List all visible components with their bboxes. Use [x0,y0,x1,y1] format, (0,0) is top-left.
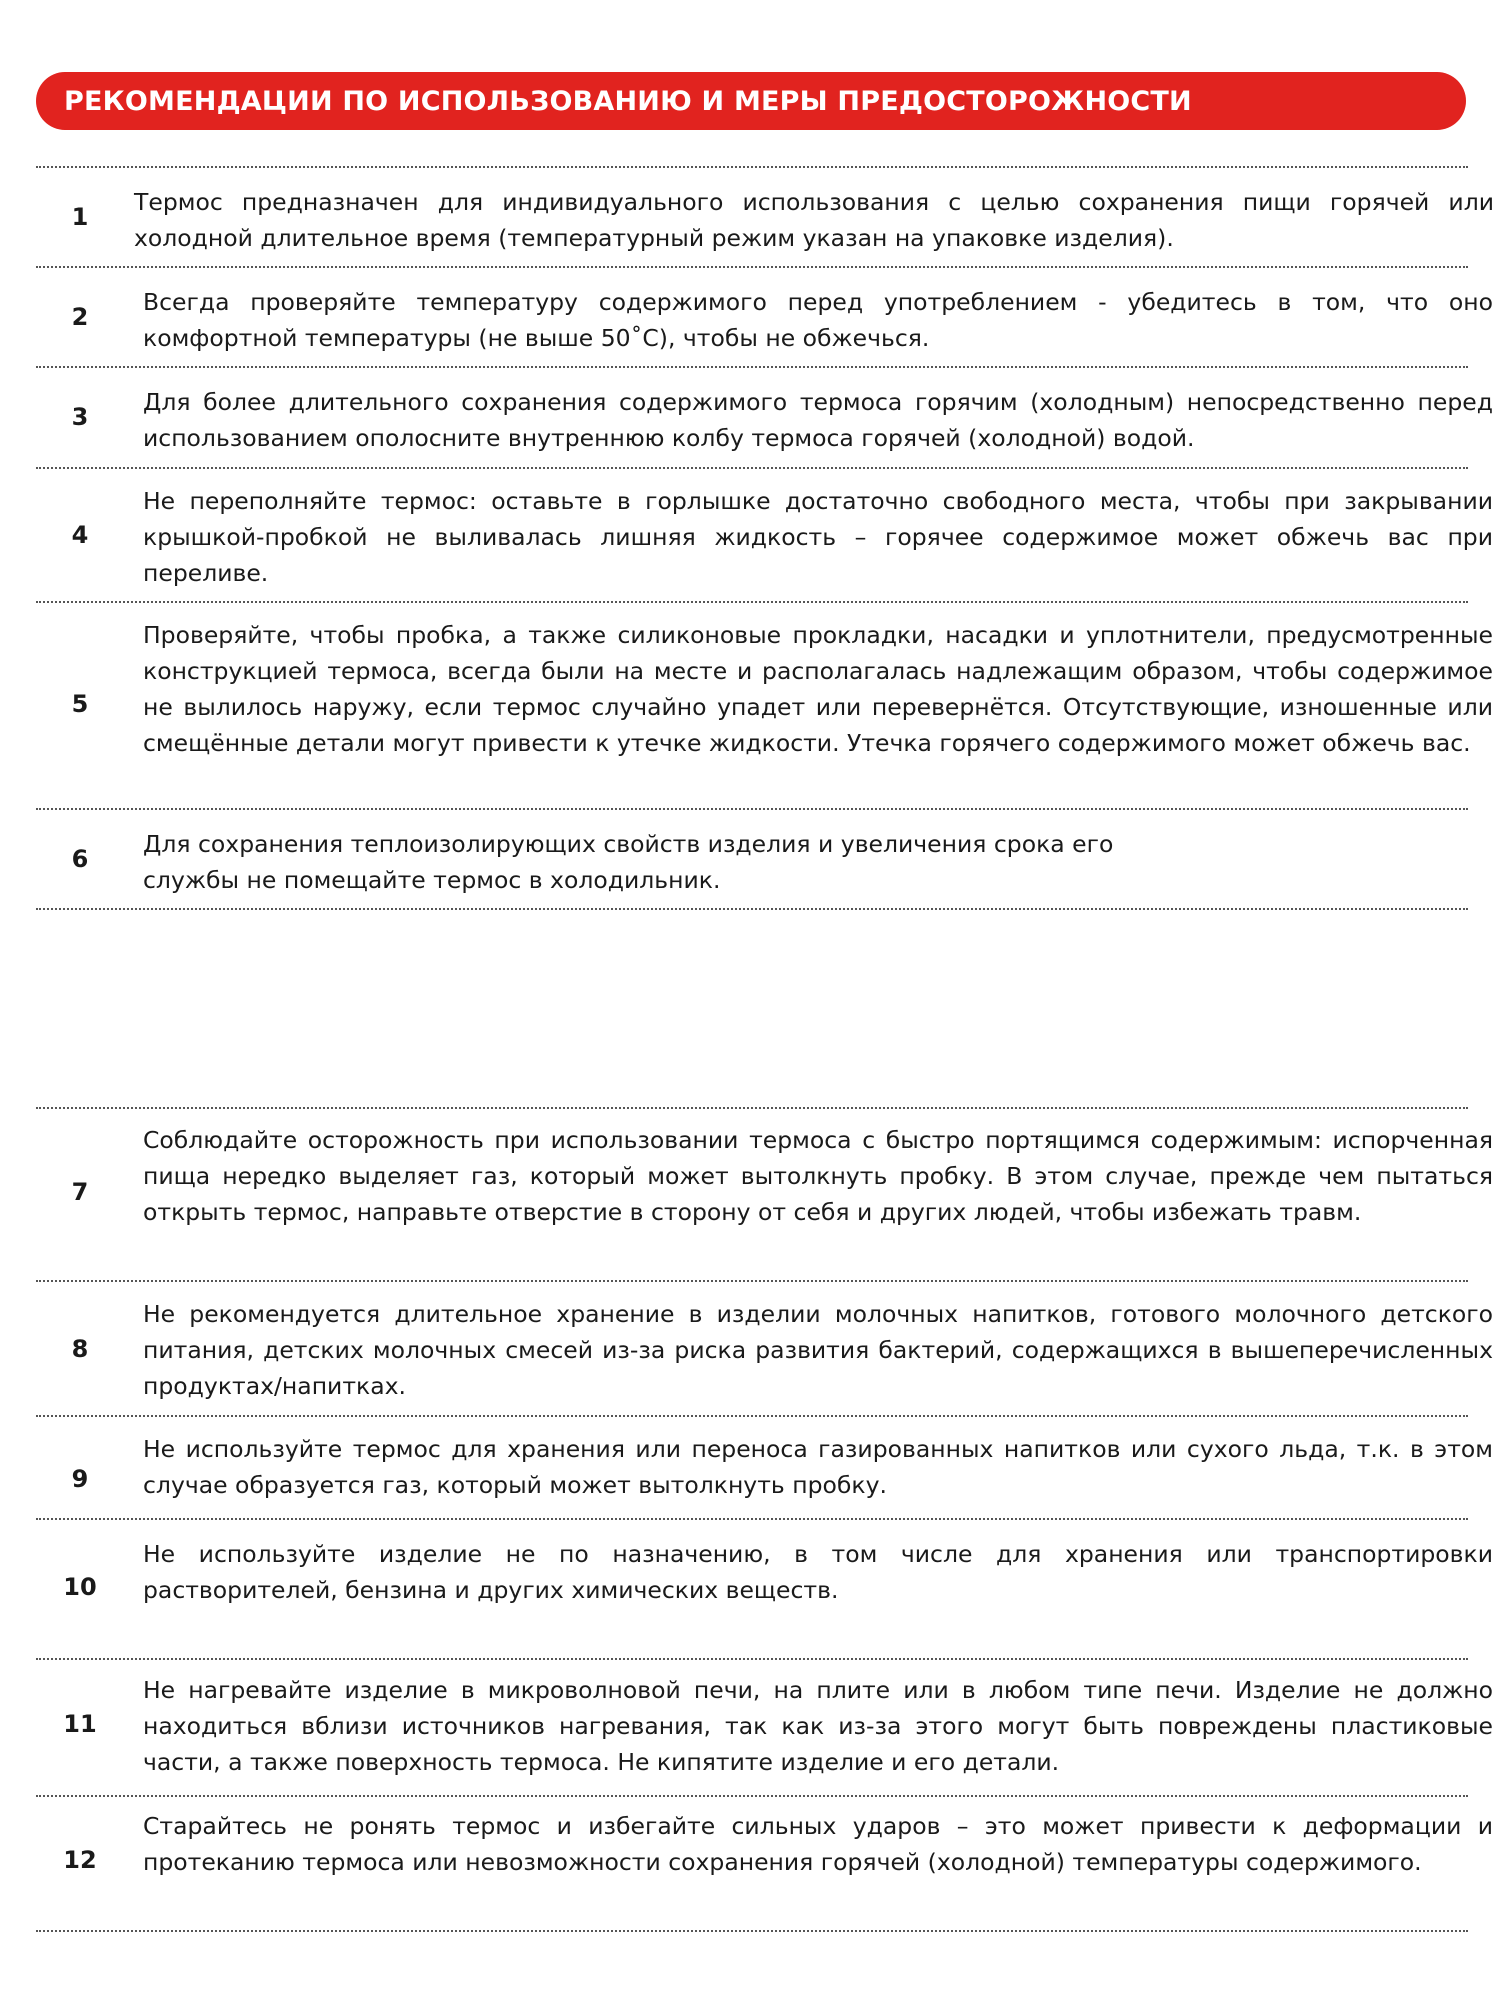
item-text: Проверяйте, чтобы пробка, а также силиконовые прокладки, насадки и уплотнители, предусмотренные конструкцией термоса, всегда были на месте и располагалась надлежащим образом, чтобы содержимое не вылилось наружу, если термос случайно упадет или перевернётся. Отсутствующие, изношенные или смещённые детали могут привести к утечке жидкости. Утечка горячего содержимого может обжечь вас. [143,621,1493,757]
separator [36,1415,1468,1417]
separator [36,266,1468,268]
separator [36,1518,1468,1520]
separator [36,908,1468,910]
item-number: 2 [71,303,89,331]
item-number: 11 [63,1710,97,1738]
item-text: Не используйте термос для хранения или переноса газированных напитков или сухого льда, т.к. в этом случае образуется газ, который может вытолкнуть пробку. [143,1435,1493,1499]
separator [36,601,1468,603]
item-text: Не нагревайте изделие в микроволновой печи, на плите или в любом типе печи. Изделие не должно находиться вблизи источников нагревания, так как из-за этого могут быть повреждены пластиковые части, а также поверхность термоса. Не кипятите изделие и его детали. [143,1676,1493,1776]
item-number: 8 [71,1335,89,1363]
item-text: Для сохранения теплоизолирующих свойств изделия и увеличения срока его службы не помещайте термос в холодильник. [143,830,1114,894]
item-number: 6 [71,845,89,873]
separator [36,1658,1468,1660]
item-number: 5 [71,690,89,718]
item-text: Соблюдайте осторожность при использовании термоса с быстро портящимся содержимым: испорченная пища нередко выделяет газ, который может вытолкнуть пробку. В этом случае, прежде чем пытаться открыть термос, направьте отверстие в сторону от себя и других людей, чтобы избежать травм. [143,1126,1493,1226]
item-number: 4 [71,521,89,549]
item-text: Не рекомендуется длительное хранение в изделии молочных напитков, готового молочного детского питания, детских молочных смесей из-за риска развития бактерий, содержащихся в вышеперечисленных продуктах/напитках. [143,1300,1493,1400]
item-number: 7 [71,1178,89,1206]
item-text: Термос предназначен для индивидуального использования с целью сохранения пищи горячей или холодной длительное время (температурный режим указан на упаковке изделия). [134,188,1494,252]
separator [36,1280,1468,1282]
item-text: Всегда проверяйте температуру содержимого перед употреблением - убедитесь в том, что оно комфортной температуры (не выше 50˚С), чтобы не обжечься. [143,288,1493,352]
item-text: Не переполняйте термос: оставьте в горлышке достаточно свободного места, чтобы при закрывании крышкой-пробкой не выливалась лишняя жидкость – горячее содержимое может обжечь вас при переливе. [143,487,1493,587]
separator [36,1107,1468,1109]
item-number: 12 [63,1846,97,1874]
item-number: 10 [63,1573,97,1601]
item-text: Не используйте изделие не по назначению, в том числе для хранения или транспортировки растворителей, бензина и других химических веществ. [143,1540,1493,1604]
separator [36,808,1468,810]
separator [36,1795,1468,1797]
separator [36,166,1468,168]
header-banner [36,72,1466,130]
item-number: 9 [71,1465,89,1493]
separator [36,366,1468,368]
item-text: Для более длительного сохранения содержимого термоса горячим (холодным) непосредственно перед использованием ополосните внутреннюю колбу термоса горячей (холодной) водой. [143,388,1493,452]
separator [36,1930,1468,1932]
page-title: РЕКОМЕНДАЦИИ ПО ИСПОЛЬЗОВАНИЮ И МЕРЫ ПРЕДОСТОРОЖНОСТИ [64,85,1192,117]
item-number: 1 [71,203,89,231]
separator [36,467,1468,469]
item-text: Старайтесь не ронять термос и избегайте сильных ударов – это может привести к деформации и протеканию термоса или невозможности сохранения горячей (холодной) температуры содержимого. [143,1812,1493,1876]
item-number: 3 [71,403,89,431]
